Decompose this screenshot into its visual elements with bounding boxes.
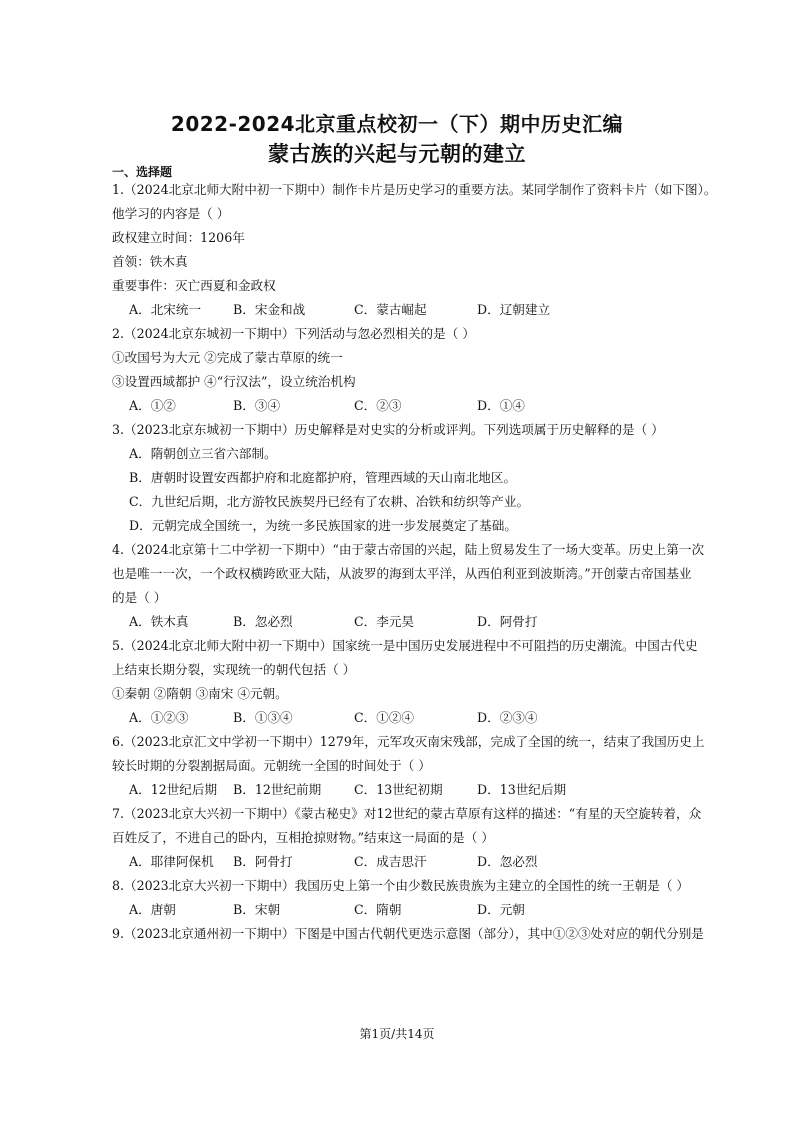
option-d: D．①④	[477, 398, 525, 413]
option-a: A．①②③	[129, 710, 189, 725]
option-a: A．12世纪后期	[129, 782, 218, 797]
option-b: B．12世纪前期	[233, 782, 322, 797]
section-heading: 一、选择题	[112, 165, 173, 179]
question-5-stem-cont: 上结束长期分裂，实现统一的朝代包括（ ）	[112, 662, 356, 677]
option-b: B．阿骨打	[233, 854, 293, 869]
question-7-options	[112, 854, 692, 870]
option-b: B．宋朝	[233, 902, 281, 917]
option-d: D．②③④	[477, 710, 538, 725]
question-2-items-2: ③设置西域都护 ④“行汉法”，设立统治机构	[112, 374, 356, 389]
question-6-stem: 6.（2023北京汇文中学初一下期中）1279年，元军攻灭南宋残部，完成了全国的统一，结束了我国历史上	[112, 734, 705, 749]
option-c: C．13世纪初期	[354, 782, 443, 797]
option-c: C．九世纪后期，北方游牧民族契丹已经有了农耕、冶铁和纺织等产业。	[129, 494, 530, 509]
option-a: A．耶律阿保机	[129, 854, 214, 869]
question-2-stem: 2.（2024北京东城初一下期中）下列活动与忽必烈相关的是（ ）	[112, 326, 475, 341]
option-b: B．①③④	[233, 710, 293, 725]
option-c: C．蒙古崛起	[354, 302, 427, 317]
question-6-options	[112, 782, 692, 798]
option-d: D．阿骨打	[477, 614, 538, 629]
question-4-stem-cont: 也是唯一一次，一个政权横跨欧亚大陆，从波罗的海到太平洋，从西伯利亚到波斯湾。”开创蒙古帝国基业	[112, 566, 692, 581]
option-c: C．②③	[354, 398, 402, 413]
question-2-options	[112, 398, 692, 414]
question-5-options	[112, 710, 692, 726]
option-c: C．成吉思汗	[354, 854, 427, 869]
question-4-stem-end: 的是（ ）	[112, 590, 167, 605]
page-footer: 第1页/共14页	[359, 1027, 435, 1041]
card-line-founding: 政权建立时间：1206年	[112, 230, 245, 245]
option-c: C．隋朝	[354, 902, 402, 917]
option-d: D．元朝完成全国统一，为统一多民族国家的进一步发展奠定了基础。	[129, 518, 517, 533]
option-b: B．忽必烈	[233, 614, 293, 629]
option-a: A．①②	[129, 398, 176, 413]
document-title: 2022-2024北京重点校初一（下）期中历史汇编	[170, 112, 624, 136]
question-2-items-1: ①改国号为大元 ②完成了蒙古草原的统一	[112, 350, 343, 365]
question-4-options	[112, 614, 692, 630]
option-a: A．北宋统一	[129, 302, 202, 317]
question-3-stem: 3.（2023北京东城初一下期中）历史解释是对史实的分析或评判。下列选项属于历史解释的是（ ）	[112, 422, 664, 437]
card-line-events: 重要事件：灭亡西夏和金政权	[112, 278, 276, 293]
question-8-stem: 8.（2023北京大兴初一下期中）我国历史上第一个由少数民族贵族为主建立的全国性的统一王朝是（ ）	[112, 878, 690, 893]
question-7-stem-cont: 百姓反了，不进自己的卧内，互相抢掠财物。”结束这一局面的是（ ）	[112, 830, 494, 845]
option-d: D．忽必烈	[477, 854, 538, 869]
card-line-leader: 首领：铁木真	[112, 254, 188, 269]
question-7-stem: 7.（2023北京大兴初一下期中）《蒙古秘史》对12世纪的蒙古草原有这样的描述：“有星的天空旋转着，众	[112, 806, 702, 821]
option-b: B．③④	[233, 398, 281, 413]
question-8-options	[112, 902, 692, 918]
question-9-stem: 9.（2023北京通州初一下期中）下图是中国古代朝代更迭示意图（部分），其中①②③处对应的朝代分别是	[112, 926, 704, 941]
option-a: A．唐朝	[129, 902, 176, 917]
question-1-stem-cont: 他学习的内容是（ ）	[112, 206, 230, 221]
option-b: B．宋金和战	[233, 302, 306, 317]
question-6-stem-cont: 较长时期的分裂割据局面。元朝统一全国的时间处于（ ）	[112, 758, 431, 773]
option-d: D．13世纪后期	[477, 782, 567, 797]
option-b: B．唐朝时设置安西都护府和北庭都护府，管理西域的天山南北地区。	[129, 470, 517, 485]
option-c: C．①②④	[354, 710, 415, 725]
option-c: C．李元昊	[354, 614, 415, 629]
question-1-stem: 1.（2024北京北师大附中初一下期中）制作卡片是历史学习的重要方法。某同学制作了资料卡片（如下图）。	[112, 182, 717, 197]
question-4-stem: 4.（2024北京第十二中学初一下期中）“由于蒙古帝国的兴起，陆上贸易发生了一场大变革。历史上第一次	[112, 542, 705, 557]
question-1-options	[112, 302, 692, 318]
option-d: D．元朝	[477, 902, 525, 917]
option-a: A．隋朝创立三省六部制。	[129, 446, 277, 461]
document-subtitle: 蒙古族的兴起与元朝的建立	[268, 142, 526, 166]
question-5-items: ①秦朝 ②隋朝 ③南宋 ④元朝。	[112, 686, 288, 701]
option-a: A．铁木真	[129, 614, 189, 629]
question-5-stem: 5.（2024北京北师大附中初一下期中）国家统一是中国历史发展进程中不可阻挡的历史潮流。中国古代史	[112, 638, 698, 653]
option-d: D．辽朝建立	[477, 302, 551, 317]
